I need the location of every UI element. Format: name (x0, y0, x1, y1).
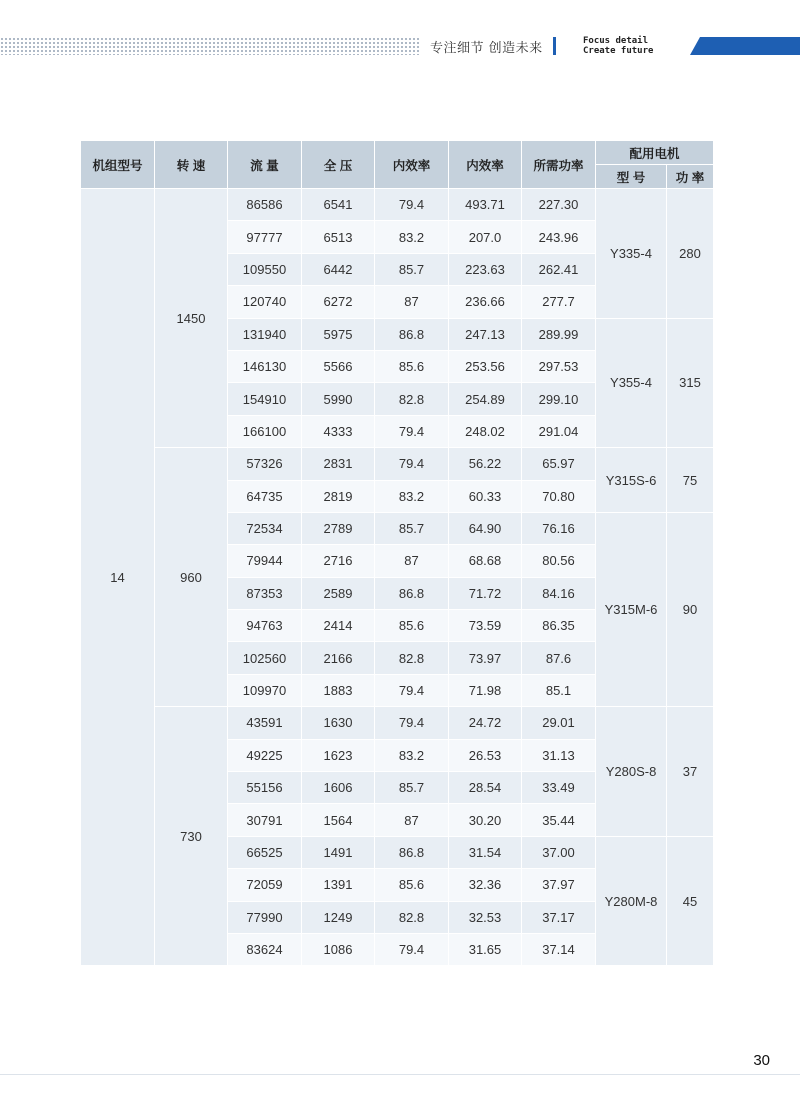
fan-performance-table (80, 140, 714, 966)
pressure-cell: 2716 (302, 545, 375, 577)
flow-cell: 49225 (228, 739, 302, 771)
efficiency-2-cell: 30.20 (449, 804, 522, 836)
efficiency-cell: 85.6 (375, 350, 449, 382)
efficiency-cell: 86.8 (375, 318, 449, 350)
speed-cell: 960 (155, 448, 228, 707)
efficiency-2-cell: 60.33 (449, 480, 522, 512)
efficiency-2-cell: 32.36 (449, 869, 522, 901)
pressure-cell: 2789 (302, 512, 375, 544)
pressure-cell: 6442 (302, 253, 375, 285)
motor-model-cell: Y315S-6 (596, 448, 667, 513)
efficiency-2-cell: 71.72 (449, 577, 522, 609)
header-divider (553, 37, 556, 55)
efficiency-2-cell: 32.53 (449, 901, 522, 933)
pressure-cell: 6541 (302, 189, 375, 221)
efficiency-cell: 79.4 (375, 415, 449, 447)
slogan-en-line2: Create future (583, 46, 654, 56)
efficiency-cell: 85.7 (375, 512, 449, 544)
flow-cell: 87353 (228, 577, 302, 609)
pressure-cell: 2414 (302, 610, 375, 642)
flow-cell: 120740 (228, 286, 302, 318)
efficiency-cell: 85.7 (375, 253, 449, 285)
pressure-cell: 1391 (302, 869, 375, 901)
slogan-en-line1: Focus detail (583, 36, 649, 46)
efficiency-cell: 86.8 (375, 836, 449, 868)
flow-cell: 109970 (228, 674, 302, 706)
header-efficiency-2: 内效率 (449, 141, 522, 189)
flow-cell: 30791 (228, 804, 302, 836)
efficiency-2-cell: 56.22 (449, 448, 522, 480)
efficiency-cell: 87 (375, 545, 449, 577)
efficiency-cell: 83.2 (375, 739, 449, 771)
flow-cell: 166100 (228, 415, 302, 447)
motor-power-cell: 280 (667, 189, 714, 319)
efficiency-cell: 85.6 (375, 610, 449, 642)
motor-model-cell: Y315M-6 (596, 512, 667, 706)
flow-cell: 102560 (228, 642, 302, 674)
flow-cell: 146130 (228, 350, 302, 382)
header-blue-stripe (690, 37, 800, 55)
efficiency-cell: 82.8 (375, 901, 449, 933)
efficiency-2-cell: 247.13 (449, 318, 522, 350)
power-required-cell: 85.1 (522, 674, 596, 706)
efficiency-2-cell: 73.59 (449, 610, 522, 642)
header-dot-pattern (0, 37, 420, 55)
efficiency-2-cell: 236.66 (449, 286, 522, 318)
flow-cell: 55156 (228, 772, 302, 804)
table-row (81, 448, 714, 480)
efficiency-cell: 85.6 (375, 869, 449, 901)
flow-cell: 57326 (228, 448, 302, 480)
power-required-cell: 35.44 (522, 804, 596, 836)
flow-cell: 66525 (228, 836, 302, 868)
pressure-cell: 2831 (302, 448, 375, 480)
efficiency-2-cell: 207.0 (449, 221, 522, 253)
pressure-cell: 2589 (302, 577, 375, 609)
header-slogan-cn: 专注细节 创造未来 (430, 41, 543, 56)
efficiency-2-cell: 493.71 (449, 189, 522, 221)
efficiency-2-cell: 26.53 (449, 739, 522, 771)
page-number: 30 (753, 1052, 770, 1069)
motor-model-cell: Y335-4 (596, 189, 667, 319)
speed-cell: 730 (155, 707, 228, 966)
header-power-required: 所需功率 (522, 141, 596, 189)
motor-model-cell: Y280M-8 (596, 836, 667, 966)
efficiency-cell: 82.8 (375, 642, 449, 674)
power-required-cell: 289.99 (522, 318, 596, 350)
pressure-cell: 4333 (302, 415, 375, 447)
efficiency-2-cell: 31.65 (449, 933, 522, 965)
efficiency-cell: 85.7 (375, 772, 449, 804)
flow-cell: 83624 (228, 933, 302, 965)
efficiency-2-cell: 31.54 (449, 836, 522, 868)
power-required-cell: 291.04 (522, 415, 596, 447)
pressure-cell: 6513 (302, 221, 375, 253)
flow-cell: 131940 (228, 318, 302, 350)
power-required-cell: 31.13 (522, 739, 596, 771)
efficiency-2-cell: 64.90 (449, 512, 522, 544)
unit-model-cell: 14 (81, 189, 155, 966)
table-row (81, 189, 714, 221)
flow-cell: 64735 (228, 480, 302, 512)
power-required-cell: 80.56 (522, 545, 596, 577)
power-required-cell: 70.80 (522, 480, 596, 512)
power-required-cell: 37.17 (522, 901, 596, 933)
header-flow: 流 量 (228, 141, 302, 189)
flow-cell: 154910 (228, 383, 302, 415)
flow-cell: 72059 (228, 869, 302, 901)
flow-cell: 43591 (228, 707, 302, 739)
efficiency-cell: 86.8 (375, 577, 449, 609)
power-required-cell: 243.96 (522, 221, 596, 253)
pressure-cell: 5566 (302, 350, 375, 382)
header-pressure: 全 压 (302, 141, 375, 189)
efficiency-2-cell: 253.56 (449, 350, 522, 382)
pressure-cell: 1883 (302, 674, 375, 706)
power-required-cell: 37.97 (522, 869, 596, 901)
efficiency-cell: 87 (375, 804, 449, 836)
motor-power-cell: 45 (667, 836, 714, 966)
efficiency-cell: 83.2 (375, 221, 449, 253)
power-required-cell: 76.16 (522, 512, 596, 544)
motor-model-cell: Y355-4 (596, 318, 667, 448)
pressure-cell: 1606 (302, 772, 375, 804)
efficiency-2-cell: 28.54 (449, 772, 522, 804)
flow-cell: 79944 (228, 545, 302, 577)
pressure-cell: 1623 (302, 739, 375, 771)
efficiency-cell: 79.4 (375, 707, 449, 739)
efficiency-2-cell: 254.89 (449, 383, 522, 415)
power-required-cell: 33.49 (522, 772, 596, 804)
power-required-cell: 65.97 (522, 448, 596, 480)
pressure-cell: 1086 (302, 933, 375, 965)
flow-cell: 86586 (228, 189, 302, 221)
efficiency-cell: 79.4 (375, 933, 449, 965)
efficiency-cell: 79.4 (375, 189, 449, 221)
efficiency-2-cell: 24.72 (449, 707, 522, 739)
motor-power-cell: 315 (667, 318, 714, 448)
efficiency-cell: 82.8 (375, 383, 449, 415)
header-motor-power: 功 率 (667, 165, 714, 189)
header-speed: 转 速 (155, 141, 228, 189)
pressure-cell: 1564 (302, 804, 375, 836)
power-required-cell: 37.14 (522, 933, 596, 965)
efficiency-cell: 79.4 (375, 674, 449, 706)
pressure-cell: 5990 (302, 383, 375, 415)
header-slogan-en (583, 36, 653, 56)
motor-power-cell: 75 (667, 448, 714, 513)
power-required-cell: 262.41 (522, 253, 596, 285)
power-required-cell: 37.00 (522, 836, 596, 868)
power-required-cell: 86.35 (522, 610, 596, 642)
flow-cell: 77990 (228, 901, 302, 933)
flow-cell: 72534 (228, 512, 302, 544)
motor-power-cell: 37 (667, 707, 714, 837)
efficiency-cell: 87 (375, 286, 449, 318)
efficiency-2-cell: 223.63 (449, 253, 522, 285)
pressure-cell: 2819 (302, 480, 375, 512)
header-motor-model: 型 号 (596, 165, 667, 189)
header-motor: 配用电机 (596, 141, 714, 165)
efficiency-2-cell: 68.68 (449, 545, 522, 577)
power-required-cell: 29.01 (522, 707, 596, 739)
efficiency-2-cell: 248.02 (449, 415, 522, 447)
pressure-cell: 1249 (302, 901, 375, 933)
efficiency-cell: 79.4 (375, 448, 449, 480)
power-required-cell: 277.7 (522, 286, 596, 318)
pressure-cell: 1491 (302, 836, 375, 868)
speed-cell: 1450 (155, 189, 228, 448)
efficiency-2-cell: 71.98 (449, 674, 522, 706)
power-required-cell: 297.53 (522, 350, 596, 382)
table-row (81, 707, 714, 739)
flow-cell: 94763 (228, 610, 302, 642)
power-required-cell: 87.6 (522, 642, 596, 674)
pressure-cell: 2166 (302, 642, 375, 674)
header-efficiency-1: 内效率 (375, 141, 449, 189)
motor-power-cell: 90 (667, 512, 714, 706)
efficiency-2-cell: 73.97 (449, 642, 522, 674)
header-model: 机组型号 (81, 141, 155, 189)
pressure-cell: 6272 (302, 286, 375, 318)
power-required-cell: 84.16 (522, 577, 596, 609)
flow-cell: 97777 (228, 221, 302, 253)
power-required-cell: 227.30 (522, 189, 596, 221)
flow-cell: 109550 (228, 253, 302, 285)
pressure-cell: 1630 (302, 707, 375, 739)
pressure-cell: 5975 (302, 318, 375, 350)
efficiency-cell: 83.2 (375, 480, 449, 512)
motor-model-cell: Y280S-8 (596, 707, 667, 837)
footer-line (0, 1074, 800, 1075)
power-required-cell: 299.10 (522, 383, 596, 415)
